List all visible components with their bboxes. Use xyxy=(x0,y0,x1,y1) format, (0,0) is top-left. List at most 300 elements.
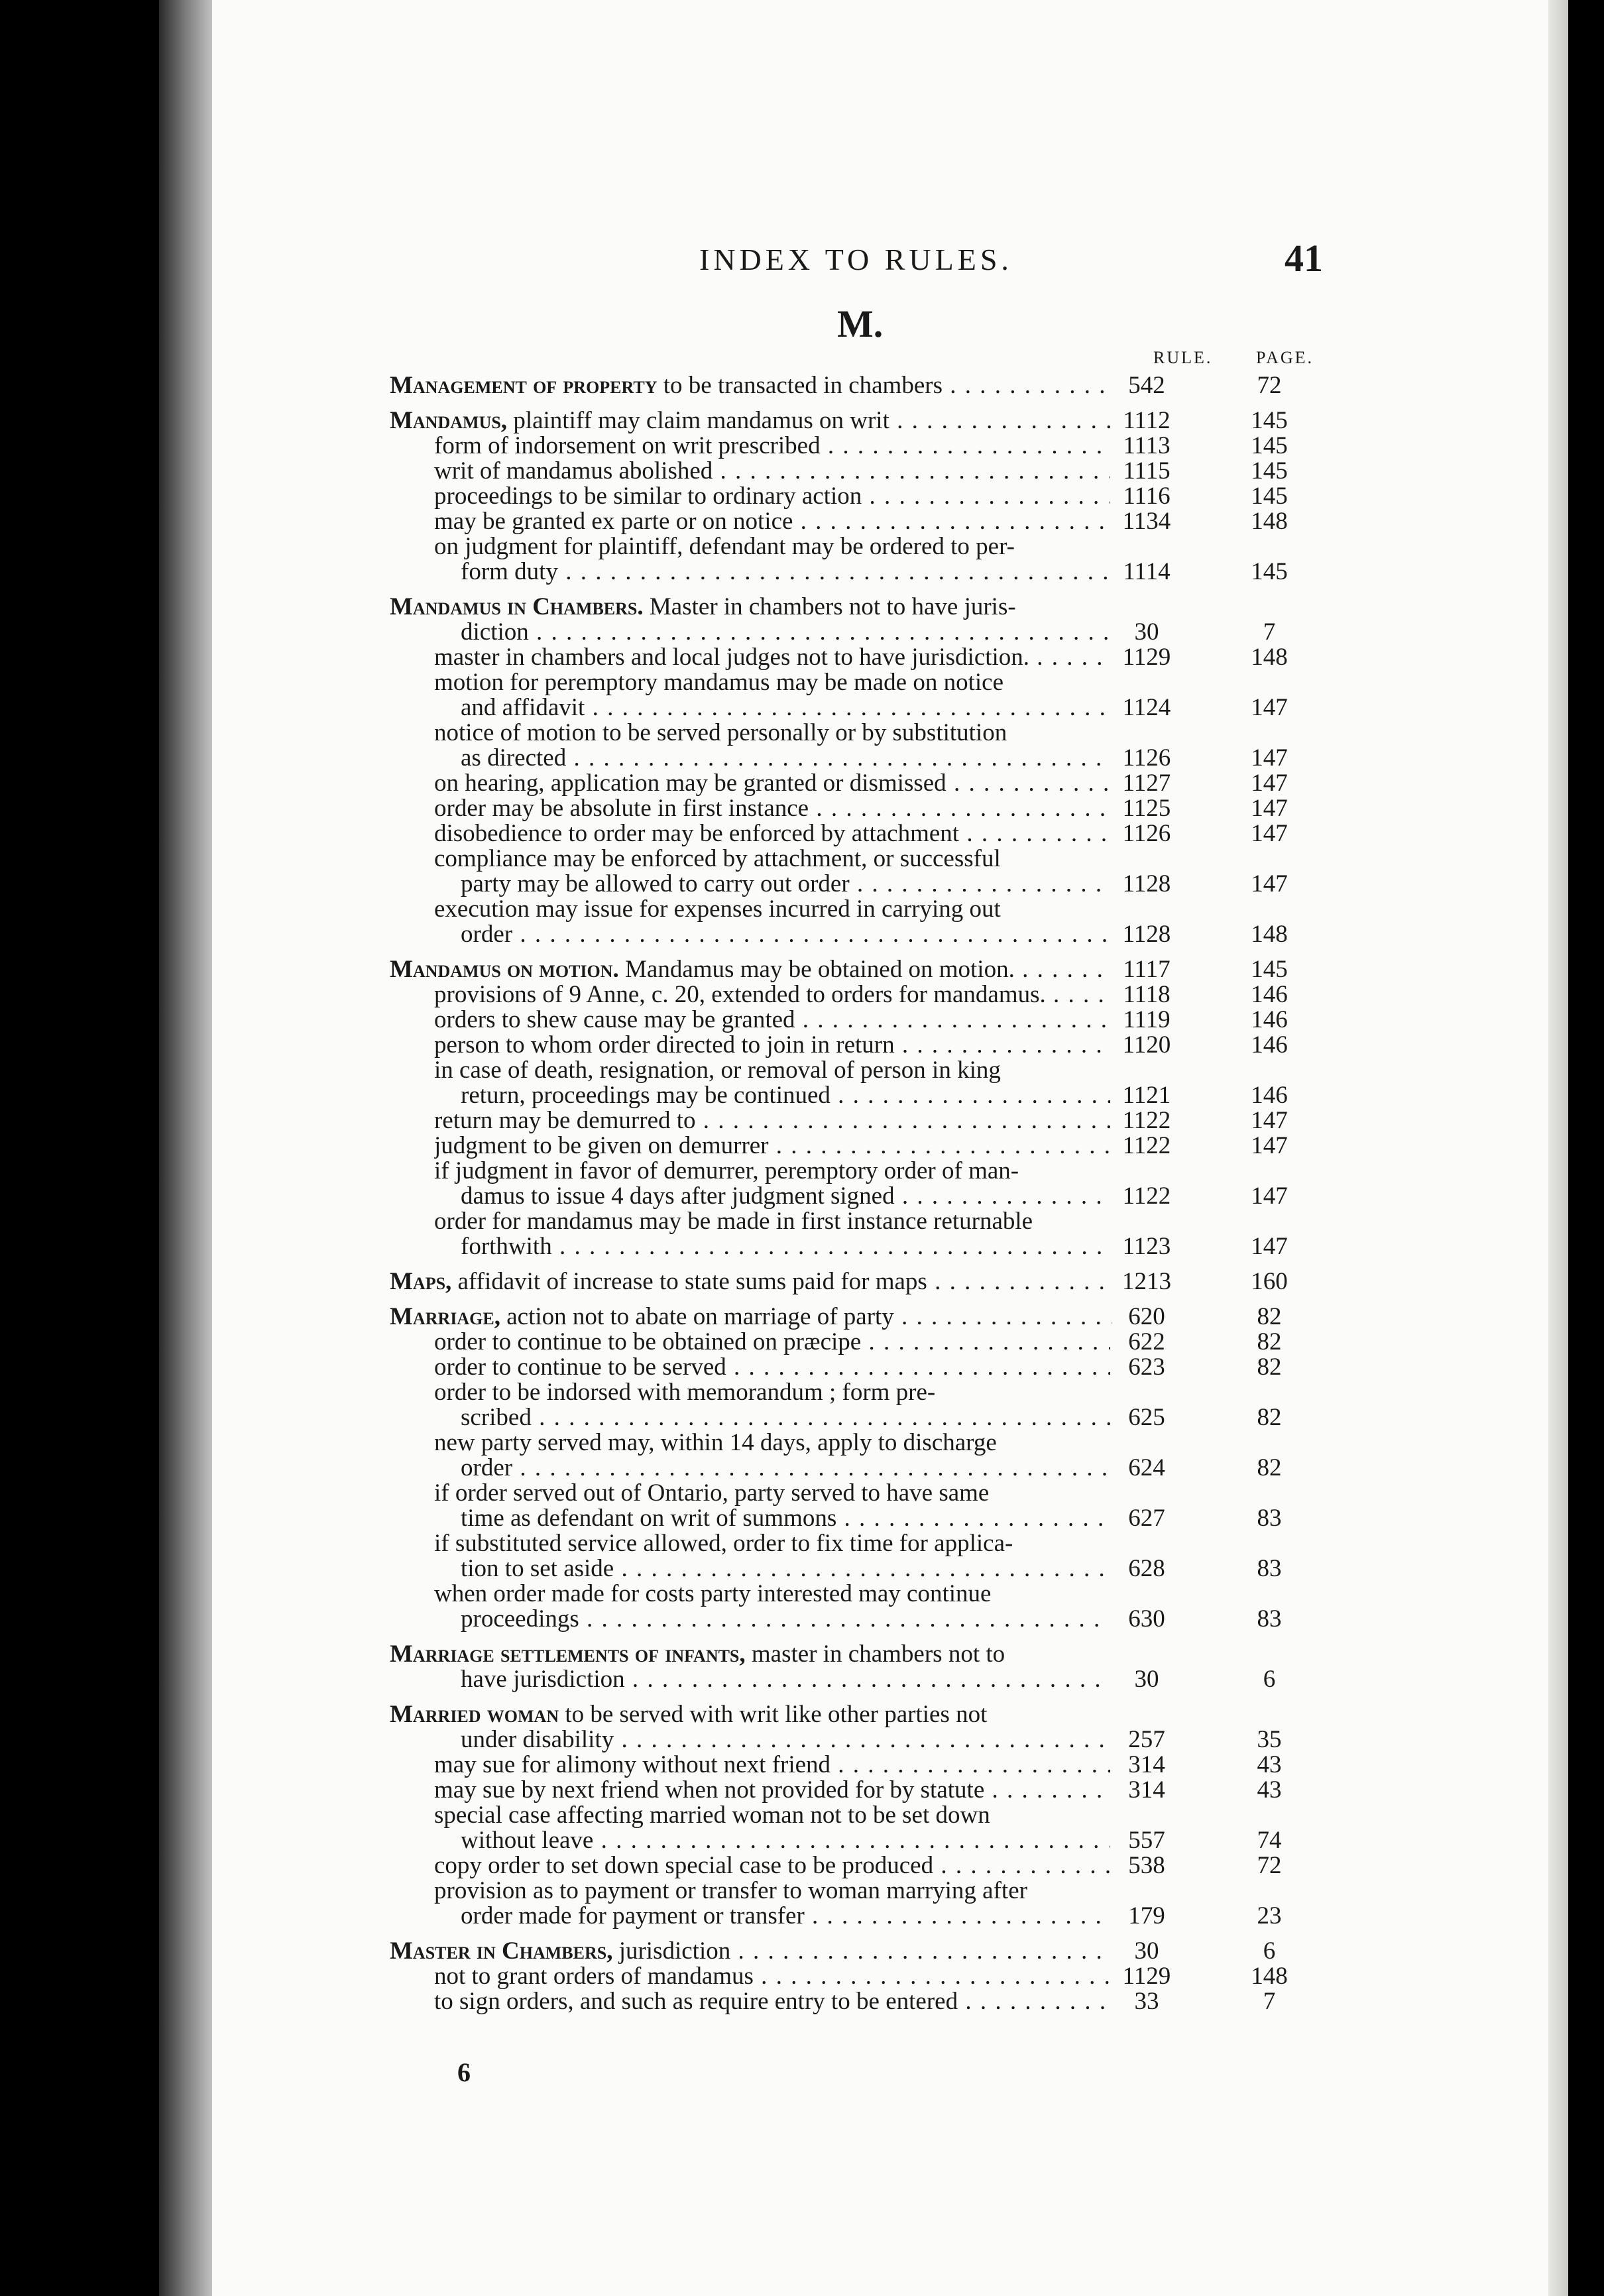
index-line xyxy=(371,1330,1312,1355)
index-line-text xyxy=(434,821,1110,846)
index-line xyxy=(371,746,1312,771)
index-line xyxy=(371,534,1312,559)
index-line xyxy=(371,1506,1312,1531)
index-line-text xyxy=(434,459,1110,484)
page-reference: 146 xyxy=(1251,1031,1288,1059)
entry-heading: Marriage, xyxy=(390,1304,500,1330)
entry-text: order may be absolute in first instance . . . xyxy=(434,796,1110,821)
page-reference: 148 xyxy=(1251,921,1288,948)
entry-heading: Maps, xyxy=(390,1269,452,1294)
index-line-text xyxy=(390,1939,1112,1964)
index-line xyxy=(371,645,1312,670)
index-line-text xyxy=(390,1642,1112,1667)
entry-text: execution may issue for expenses incurred in carrying out xyxy=(434,897,1001,922)
index-line-text xyxy=(434,534,1110,559)
entry-heading: Management of property xyxy=(390,373,658,398)
rule-number: 1213 xyxy=(1122,1268,1171,1295)
index-line-text xyxy=(390,957,1112,982)
rule-number: 1125 xyxy=(1122,795,1171,822)
index-entry xyxy=(371,408,1312,585)
rule-number: 624 xyxy=(1128,1454,1165,1481)
page-reference: 82 xyxy=(1257,1328,1282,1355)
index-line xyxy=(371,1234,1312,1259)
page-reference: 82 xyxy=(1257,1303,1282,1330)
index-line-text xyxy=(434,509,1110,534)
index-line-text xyxy=(461,1083,1110,1108)
page-reference: 145 xyxy=(1251,956,1288,983)
index-line-text xyxy=(461,746,1110,771)
entry-text: proceedings . . . xyxy=(461,1607,1110,1632)
index-entry xyxy=(371,1642,1312,1692)
index-line xyxy=(371,559,1312,585)
page-column-header: PAGE. xyxy=(1256,348,1314,367)
index-line-text xyxy=(461,1456,1110,1481)
index-line-text xyxy=(434,1108,1110,1133)
rule-number: 622 xyxy=(1128,1328,1165,1355)
index-line-text xyxy=(434,433,1110,459)
index-line-text xyxy=(461,1904,1110,1929)
index-line xyxy=(371,1380,1312,1405)
page-reference: 83 xyxy=(1257,1505,1282,1532)
rule-number: 1114 xyxy=(1123,558,1171,585)
index-line-text xyxy=(390,1702,1112,1727)
rule-number: 1118 xyxy=(1123,981,1171,1008)
index-line xyxy=(371,1904,1312,1929)
entry-text: under disability . . . xyxy=(461,1727,1110,1752)
entry-heading: Mandamus, xyxy=(390,408,508,433)
index-line-text xyxy=(434,1007,1110,1033)
index-line xyxy=(371,1033,1312,1058)
entry-text: form duty . . . xyxy=(461,559,1110,585)
page-reference: 148 xyxy=(1251,508,1288,535)
index-line-text xyxy=(434,846,1110,872)
index-line-text xyxy=(461,1727,1110,1752)
rule-number: 30 xyxy=(1134,1666,1159,1693)
index-line xyxy=(371,1058,1312,1083)
index-line xyxy=(371,1556,1312,1581)
index-line-text xyxy=(434,1481,1110,1506)
index-line xyxy=(371,595,1312,620)
index-line-text xyxy=(434,1803,1110,1828)
rule-number: 1121 xyxy=(1122,1082,1171,1109)
entry-heading: Married woman xyxy=(390,1702,559,1727)
page-reference: 83 xyxy=(1257,1605,1282,1633)
entry-text: may be granted ex parte or on notice . . . xyxy=(434,509,1110,534)
index-line xyxy=(371,459,1312,484)
page-reference: 147 xyxy=(1251,744,1288,772)
index-line-text xyxy=(461,1506,1110,1531)
rule-number: 1117 xyxy=(1123,956,1171,983)
index-line-text xyxy=(461,1234,1110,1259)
page-reference: 147 xyxy=(1251,1182,1288,1210)
index-line-text xyxy=(434,1531,1110,1556)
index-line xyxy=(371,1778,1312,1803)
entry-text: compliance may be enforced by attachment, or successful xyxy=(434,846,1001,872)
entry-text: master in chambers not to xyxy=(751,1642,1005,1667)
page-reference: 145 xyxy=(1251,407,1288,434)
index-line xyxy=(371,922,1312,947)
rule-number: 1123 xyxy=(1122,1233,1171,1260)
index-line xyxy=(371,771,1312,796)
index-line xyxy=(371,1184,1312,1209)
index-line-text xyxy=(461,695,1110,720)
page-reference: 145 xyxy=(1251,432,1288,459)
entry-text: return may be demurred to . . . xyxy=(434,1108,1110,1133)
page-reference: 147 xyxy=(1251,820,1288,847)
rule-number: 314 xyxy=(1128,1776,1165,1804)
entry-text: return, proceedings may be continued . . . xyxy=(461,1083,1110,1108)
entry-text: provisions of 9 Anne, c. 20, extended to orders for mandamus. . . . xyxy=(434,982,1110,1007)
index-line-text xyxy=(434,1159,1110,1184)
index-line xyxy=(371,1083,1312,1108)
page-reference: 23 xyxy=(1257,1902,1282,1929)
entry-text: to be served with writ like other parties not xyxy=(565,1702,988,1727)
page-reference: 146 xyxy=(1251,1006,1288,1033)
index-line-text xyxy=(434,1330,1110,1355)
entry-text: when order made for costs party interested may continue xyxy=(434,1581,992,1607)
index-entry xyxy=(371,1269,1312,1294)
index-line xyxy=(371,1878,1312,1904)
rule-number: 1116 xyxy=(1123,483,1171,510)
index-entry xyxy=(371,373,1312,398)
rule-number: 1124 xyxy=(1122,694,1171,721)
entry-text: without leave . . . xyxy=(461,1828,1110,1853)
entry-text: order . . . xyxy=(461,922,1110,947)
index-line-text xyxy=(461,1607,1110,1632)
index-line xyxy=(371,1481,1312,1506)
index-line-text xyxy=(434,1058,1110,1083)
index-line-text xyxy=(434,1133,1110,1159)
index-line xyxy=(371,1702,1312,1727)
index-line-text xyxy=(434,645,1110,670)
entry-text: scribed . . . xyxy=(461,1405,1110,1430)
index-line xyxy=(371,1209,1312,1234)
page-reference: 72 xyxy=(1257,1852,1282,1879)
index-line xyxy=(371,1581,1312,1607)
rule-number: 30 xyxy=(1134,618,1159,646)
index-entry xyxy=(371,957,1312,1259)
entry-text: have jurisdiction . . . xyxy=(461,1667,1110,1692)
index-line xyxy=(371,1531,1312,1556)
entry-text: orders to shew cause may be granted . . . xyxy=(434,1007,1110,1033)
index-line-text xyxy=(434,897,1110,922)
rule-number: 1112 xyxy=(1123,407,1171,434)
index-line xyxy=(371,509,1312,534)
rule-number: 257 xyxy=(1128,1726,1165,1753)
entry-text: plaintiff may claim mandamus on writ . . . xyxy=(513,408,1112,433)
entry-text: order made for payment or transfer . . . xyxy=(461,1904,1110,1929)
index-line-text xyxy=(390,408,1112,433)
index-line-text xyxy=(461,1667,1110,1692)
entry-text: to sign orders, and such as require entry to be entered . . . xyxy=(434,1989,1110,2014)
entry-text: diction . . . xyxy=(461,620,1110,645)
page-reference: 145 xyxy=(1251,483,1288,510)
index-line xyxy=(371,1964,1312,1989)
index-entry xyxy=(371,595,1312,947)
entry-text: special case affecting married woman not to be set down xyxy=(434,1803,990,1828)
rule-number: 30 xyxy=(1134,1937,1159,1965)
rule-number: 620 xyxy=(1128,1303,1165,1330)
index-line-text xyxy=(434,1209,1110,1234)
index-line xyxy=(371,1269,1312,1294)
index-line xyxy=(371,1405,1312,1430)
entry-text: copy order to set down special case to be produced . . . xyxy=(434,1853,1110,1878)
rule-number: 1120 xyxy=(1122,1031,1171,1059)
index-line xyxy=(371,670,1312,695)
entry-text: as directed . . . xyxy=(461,746,1110,771)
running-header: INDEX TO RULES. xyxy=(699,243,1013,276)
rule-number: 1128 xyxy=(1122,921,1171,948)
rule-number: 1127 xyxy=(1122,770,1171,797)
entry-text: form of indorsement on writ prescribed . . . xyxy=(434,433,1110,459)
index-line xyxy=(371,1667,1312,1692)
index-line-text xyxy=(390,373,1112,398)
rule-number: 538 xyxy=(1128,1852,1165,1879)
page-reference: 146 xyxy=(1251,981,1288,1008)
index-line-text xyxy=(434,484,1110,509)
entry-text: proceedings to be similar to ordinary action . . . xyxy=(434,484,1110,509)
index-line xyxy=(371,1853,1312,1878)
rule-number: 1128 xyxy=(1122,870,1171,897)
entry-text: in case of death, resignation, or removal of person in king xyxy=(434,1058,1001,1083)
index-line xyxy=(371,1108,1312,1133)
index-line-text xyxy=(434,1033,1110,1058)
entry-text: if judgment in favor of demurrer, peremptory order of man- xyxy=(434,1159,1019,1184)
rule-number: 1129 xyxy=(1122,644,1171,671)
index-line-text xyxy=(461,1556,1110,1581)
rule-column-header: RULE. xyxy=(1153,348,1213,367)
index-line-text xyxy=(434,1989,1110,2014)
page-reference: 7 xyxy=(1263,1988,1276,2015)
signature-mark: 6 xyxy=(457,2057,471,2087)
page-reference: 6 xyxy=(1263,1937,1276,1965)
page-reference: 147 xyxy=(1251,1107,1288,1134)
index-line-text xyxy=(434,982,1110,1007)
index-line-text xyxy=(434,771,1110,796)
index-line-text xyxy=(434,1752,1110,1778)
index-line-text xyxy=(390,1304,1112,1330)
index-line-text xyxy=(434,1430,1110,1456)
index-line xyxy=(371,1803,1312,1828)
index-line xyxy=(371,1355,1312,1380)
entry-text: action not to abate on marriage of party . . . xyxy=(506,1304,1112,1330)
entry-text: judgment to be given on demurrer . . . xyxy=(434,1133,1110,1159)
index-line xyxy=(371,846,1312,872)
index-line xyxy=(371,373,1312,398)
page-reference: 147 xyxy=(1251,1132,1288,1159)
rule-number: 1113 xyxy=(1123,432,1171,459)
entry-text: disobedience to order may be enforced by attachment . . . xyxy=(434,821,1110,846)
index-line-text xyxy=(434,796,1110,821)
rule-number: 542 xyxy=(1128,372,1165,399)
index-entry xyxy=(371,1939,1312,2014)
index-line-text xyxy=(434,1878,1110,1904)
rule-number: 623 xyxy=(1128,1353,1165,1381)
entry-text: person to whom order directed to join in return . . . xyxy=(434,1033,1110,1058)
page-reference: 83 xyxy=(1257,1555,1282,1582)
index-line xyxy=(371,720,1312,746)
rule-number: 630 xyxy=(1128,1605,1165,1633)
entry-text: affidavit of increase to state sums paid for maps . . . xyxy=(458,1269,1112,1294)
index-entry xyxy=(371,1702,1312,1929)
entry-heading: Marriage settlements of infants, xyxy=(390,1642,746,1667)
rule-number: 1126 xyxy=(1122,820,1171,847)
index-line-text xyxy=(390,1269,1112,1294)
entry-text: time as defendant on writ of summons . . . xyxy=(461,1506,1110,1531)
entry-text: new party served may, within 14 days, apply to discharge xyxy=(434,1430,997,1456)
rule-number: 627 xyxy=(1128,1505,1165,1532)
index-entry xyxy=(371,1304,1312,1632)
entry-text: provision as to payment or transfer to woman marrying after xyxy=(434,1878,1027,1904)
index-line-text xyxy=(461,1405,1110,1430)
entry-heading: Mandamus on motion. xyxy=(390,957,619,982)
index-line-text xyxy=(461,922,1110,947)
page-reference: 72 xyxy=(1257,372,1282,399)
index-line-text xyxy=(434,1380,1110,1405)
index-line-text xyxy=(390,595,1112,620)
rule-number: 1122 xyxy=(1122,1182,1171,1210)
index-line xyxy=(371,1828,1312,1853)
index-line xyxy=(371,957,1312,982)
index-line xyxy=(371,982,1312,1007)
index-line xyxy=(371,1159,1312,1184)
page-reference: 43 xyxy=(1257,1751,1282,1778)
entry-text: notice of motion to be served personally or by substitution xyxy=(434,720,1007,746)
page-reference: 82 xyxy=(1257,1454,1282,1481)
index-line xyxy=(371,695,1312,720)
entry-text: writ of mandamus abolished . . . xyxy=(434,459,1110,484)
index-line xyxy=(371,1989,1312,2014)
index-line-text xyxy=(434,1853,1110,1878)
index-line xyxy=(371,796,1312,821)
index-line xyxy=(371,1133,1312,1159)
page-edge xyxy=(1548,0,1568,2296)
entry-text: master in chambers and local judges not to have jurisdiction. . . . xyxy=(434,645,1110,670)
index-line xyxy=(371,1642,1312,1667)
index-line xyxy=(371,484,1312,509)
entry-text: order to continue to be served . . . xyxy=(434,1355,1110,1380)
entry-text: on judgment for plaintiff, defendant may be ordered to per- xyxy=(434,534,1015,559)
index-line xyxy=(371,433,1312,459)
entry-text: if substituted service allowed, order to fix time for applica- xyxy=(434,1531,1013,1556)
entry-text: may sue by next friend when not provided for by statute . . . xyxy=(434,1778,1110,1803)
entry-heading: Mandamus in Chambers. xyxy=(390,595,644,620)
index-line xyxy=(371,872,1312,897)
index-line-text xyxy=(461,1828,1110,1853)
index-line xyxy=(371,408,1312,433)
page-reference: 148 xyxy=(1251,1963,1288,1990)
entry-text: Mandamus may be obtained on motion. . . . xyxy=(625,957,1112,982)
rule-number: 557 xyxy=(1128,1827,1165,1854)
index-line xyxy=(371,1430,1312,1456)
rule-number: 1122 xyxy=(1122,1107,1171,1134)
entry-text: party may be allowed to carry out order . . . xyxy=(461,872,1110,897)
index-line-text xyxy=(434,1964,1110,1989)
page-reference: 43 xyxy=(1257,1776,1282,1804)
index-line xyxy=(371,1607,1312,1632)
entry-text: to be transacted in chambers . . . xyxy=(663,373,1112,398)
page-reference: 35 xyxy=(1257,1726,1282,1753)
index-line xyxy=(371,1752,1312,1778)
page-reference: 160 xyxy=(1251,1268,1288,1295)
entry-text: and affidavit . . . xyxy=(461,695,1110,720)
page-reference: 147 xyxy=(1251,770,1288,797)
index-line xyxy=(371,620,1312,645)
index-line-text xyxy=(434,670,1110,695)
entry-text: may sue for alimony without next friend . . . xyxy=(434,1752,1110,1778)
entry-text: Master in chambers not to have juris- xyxy=(649,595,1016,620)
entry-text: order to continue to be obtained on præcipe . . . xyxy=(434,1330,1110,1355)
page-number: 41 xyxy=(1285,237,1323,280)
index-line-text xyxy=(461,559,1110,585)
page-reference: 146 xyxy=(1251,1082,1288,1109)
index-line-text xyxy=(461,872,1110,897)
index-line xyxy=(371,1007,1312,1033)
index-line xyxy=(371,897,1312,922)
page-reference: 145 xyxy=(1251,558,1288,585)
entry-text: tion to set aside . . . xyxy=(461,1556,1110,1581)
rule-number: 625 xyxy=(1128,1404,1165,1431)
entry-text: order . . . xyxy=(461,1456,1110,1481)
rule-number: 1134 xyxy=(1122,508,1171,535)
page-reference: 7 xyxy=(1263,618,1276,646)
entry-text: order to be indorsed with memorandum ; form pre- xyxy=(434,1380,936,1405)
entry-text: jurisdiction . . . xyxy=(619,1939,1112,1964)
entry-text: order for mandamus may be made in first instance returnable xyxy=(434,1209,1033,1234)
entry-heading: Master in Chambers, xyxy=(390,1939,613,1964)
page-reference: 82 xyxy=(1257,1353,1282,1381)
section-letter: M. xyxy=(837,302,884,345)
page-reference: 147 xyxy=(1251,1233,1288,1260)
index-line xyxy=(371,1727,1312,1752)
entry-text: if order served out of Ontario, party served to have same xyxy=(434,1481,990,1506)
rule-number: 628 xyxy=(1128,1555,1165,1582)
index-line-text xyxy=(434,720,1110,746)
rule-number: 1129 xyxy=(1122,1963,1171,1990)
index-line xyxy=(371,821,1312,846)
entry-text: damus to issue 4 days after judgment signed . . . xyxy=(461,1184,1110,1209)
entry-text: on hearing, application may be granted or dismissed . . . xyxy=(434,771,1110,796)
page-reference: 145 xyxy=(1251,457,1288,485)
rule-number: 1119 xyxy=(1123,1006,1171,1033)
index-line-text xyxy=(434,1778,1110,1803)
rule-number: 179 xyxy=(1128,1902,1165,1929)
index-line-text xyxy=(434,1581,1110,1607)
page-reference: 147 xyxy=(1251,870,1288,897)
entry-text: motion for peremptory mandamus may be made on notice xyxy=(434,670,1003,695)
index-line-text xyxy=(461,1184,1110,1209)
index-line xyxy=(371,1939,1312,1964)
rule-number: 1126 xyxy=(1122,744,1171,772)
page-reference: 6 xyxy=(1263,1666,1276,1693)
rule-number: 33 xyxy=(1134,1988,1159,2015)
index-line-text xyxy=(461,620,1110,645)
rule-number: 314 xyxy=(1128,1751,1165,1778)
index-line-text xyxy=(434,1355,1110,1380)
page-reference: 148 xyxy=(1251,644,1288,671)
index-entry-list xyxy=(371,363,1312,2014)
index-line xyxy=(371,1304,1312,1330)
page-reference: 74 xyxy=(1257,1827,1282,1854)
entry-text: not to grant orders of mandamus . . . xyxy=(434,1964,1110,1989)
page-reference: 147 xyxy=(1251,694,1288,721)
rule-number: 1122 xyxy=(1122,1132,1171,1159)
page-reference: 82 xyxy=(1257,1404,1282,1431)
entry-text: forthwith . . . xyxy=(461,1234,1110,1259)
page-reference: 147 xyxy=(1251,795,1288,822)
index-line xyxy=(371,1456,1312,1481)
rule-number: 1115 xyxy=(1123,457,1171,485)
